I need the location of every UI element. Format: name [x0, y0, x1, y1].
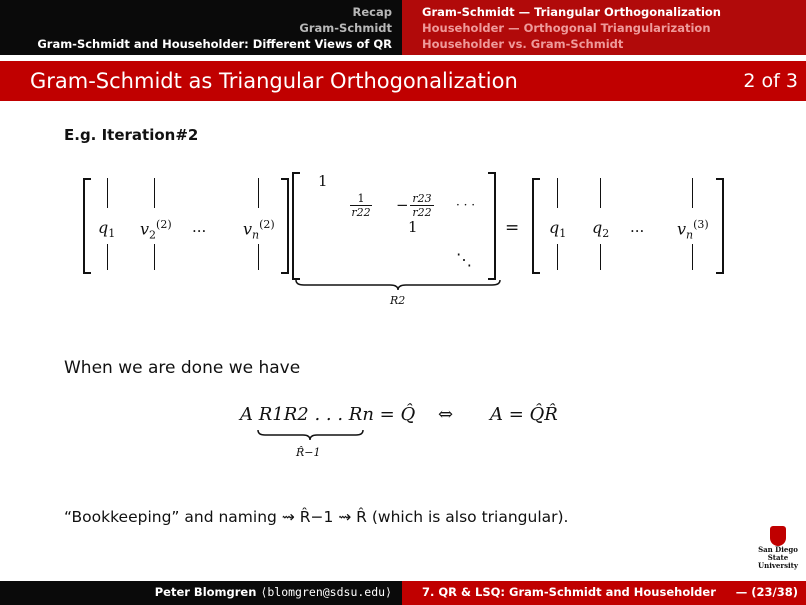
bookkeeping-text: “Bookkeeping” and naming ⇝ R̂−1 ⇝ R̂ (which is also triangular).	[64, 508, 569, 526]
logo-line-1: San Diego State	[758, 545, 798, 562]
rhat-inverse-label: R̂−1	[296, 446, 321, 459]
r2-open-bracket	[292, 172, 300, 280]
done-text: When we are done we have	[64, 358, 301, 378]
equals-sign: =	[505, 218, 520, 238]
col-bar	[600, 244, 601, 270]
nav-recap[interactable]: Recap	[352, 5, 392, 19]
r2-underbrace	[294, 278, 502, 292]
col-bar	[557, 178, 558, 208]
equation-rhs: A = Q̂R̂	[490, 404, 558, 425]
footer-section-block	[402, 581, 806, 605]
col-bar	[600, 178, 601, 208]
nav-gs-householder[interactable]: Gram-Schmidt and Householder: Different Views of QR	[37, 37, 392, 51]
r2-entry-11: 1	[318, 172, 328, 190]
col-bar	[692, 178, 693, 208]
slide-title-bar	[0, 61, 806, 101]
nav-gs-triangular[interactable]: Gram-Schmidt — Triangular Orthogonalization	[422, 5, 721, 19]
nav-householder-vs-gs[interactable]: Householder vs. Gram-Schmidt	[422, 37, 624, 51]
r2-entry-22: 1	[408, 218, 418, 236]
r2-frac-1-over-r22: 1 r22	[351, 192, 371, 219]
r2-diagonal-dots: ⋱	[456, 250, 472, 269]
r2-label: R2	[390, 294, 406, 307]
r2-frac-r23-over-r22: r23 r22	[410, 192, 434, 219]
col-q1-result: $q_1$	[549, 218, 567, 241]
footer-pages: — (23/38)	[735, 585, 798, 599]
right-matrix-close-bracket	[716, 178, 724, 274]
col-bar	[557, 244, 558, 270]
footer-author: Peter Blomgren	[154, 585, 257, 599]
sdsu-logo	[750, 526, 806, 570]
r2-row-dots: · · ·	[456, 198, 476, 212]
nav-sections	[0, 0, 402, 55]
footer-email: ⟨blomgren@sdsu.edu⟩	[260, 585, 392, 599]
left-matrix-close-bracket	[281, 178, 289, 274]
col-q2-result: $q_2$	[592, 218, 610, 241]
col-ellipsis-result: ...	[630, 218, 645, 236]
logo-line-2: University	[758, 561, 798, 570]
footer-author-block	[0, 581, 402, 605]
footer-section: 7. QR & LSQ: Gram-Schmidt and Householder	[422, 585, 716, 599]
col-bar	[692, 244, 693, 270]
equation-lhs: A R1R2 . . . Rn = Q̂	[240, 404, 416, 425]
r2-close-bracket	[488, 172, 496, 280]
nav-householder-orthogonal[interactable]: Householder — Orthogonal Triangularization	[422, 21, 711, 35]
nav-gram-schmidt[interactable]: Gram-Schmidt	[299, 21, 392, 35]
rhat-inverse-underbrace	[256, 428, 366, 442]
col-ellipsis: ...	[192, 218, 207, 236]
right-matrix-open-bracket	[532, 178, 540, 274]
left-matrix-open-bracket	[83, 178, 91, 274]
col-bar	[107, 178, 108, 208]
slide-title: Gram-Schmidt as Triangular Orthogonalization	[30, 69, 518, 93]
page-counter: 2 of 3	[743, 70, 798, 92]
col-bar	[258, 244, 259, 270]
col-v2: $v_2^{(2)}$	[140, 218, 172, 242]
sdsu-seal-icon	[770, 526, 786, 546]
col-vn-result: $v_n^{(3)}$	[677, 218, 709, 242]
r2-minus-sign: −	[396, 196, 409, 214]
col-q1: $q_1$	[98, 218, 116, 241]
top-navigation	[0, 0, 806, 55]
col-bar	[154, 244, 155, 270]
col-bar	[154, 178, 155, 208]
nav-subsections	[402, 0, 806, 55]
col-bar	[107, 244, 108, 270]
example-heading: E.g. Iteration#2	[64, 126, 199, 144]
col-vn: $v_n^{(2)}$	[243, 218, 275, 242]
col-bar	[258, 178, 259, 208]
footer-bar	[0, 581, 806, 605]
equation-iff: ⇔	[438, 404, 454, 425]
